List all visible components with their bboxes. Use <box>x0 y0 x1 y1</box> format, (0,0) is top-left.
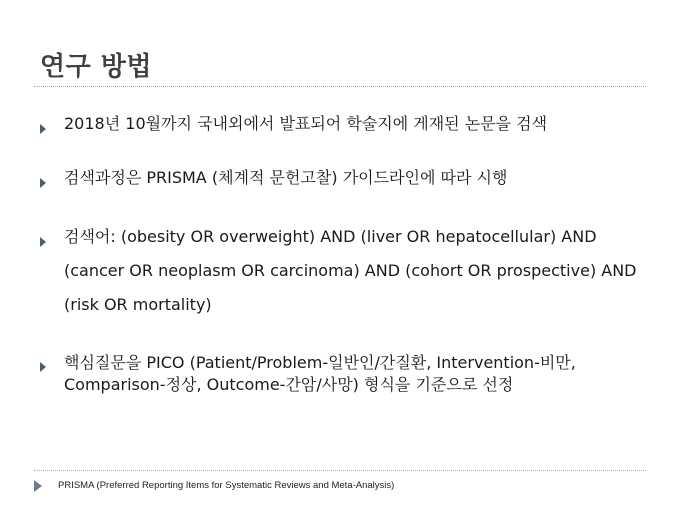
footnote: PRISMA (Preferred Reporting Items for Systematic Reviews and Meta-Analysis) <box>58 480 395 491</box>
bullet-arrow-icon <box>40 178 46 188</box>
footer-divider <box>34 470 646 471</box>
bullet-item <box>40 227 654 322</box>
slide-title: 연구 방법 <box>40 52 153 82</box>
bullet-item <box>40 168 654 195</box>
title-divider <box>34 86 646 87</box>
bullet-text: 핵심질문을 PICO (Patient/Problem-일반인/간질환, Intervention-비만, Comparison-정상, Outcome-간암/사망) 형식을 기준으로 선정 <box>64 353 576 394</box>
bullet-item <box>40 114 654 141</box>
bullet-text: 검색어: (obesity OR overweight) AND (liver OR hepatocellular) AND (cancer OR neoplasm OR carcinoma) AND (cohort OR prospective) AND (risk OR mortality) <box>64 227 637 314</box>
bullet-arrow-icon <box>40 362 46 372</box>
bullet-text: 2018년 10월까지 국내외에서 발표되어 학술지에 게재된 논문을 검색 <box>64 114 548 133</box>
footer-arrow-icon <box>34 480 42 492</box>
bullet-item <box>40 353 654 396</box>
bullet-arrow-icon <box>40 124 46 134</box>
bullet-text: 검색과정은 PRISMA (체계적 문헌고찰) 가이드라인에 따라 시행 <box>64 168 508 187</box>
bullet-arrow-icon <box>40 237 46 247</box>
